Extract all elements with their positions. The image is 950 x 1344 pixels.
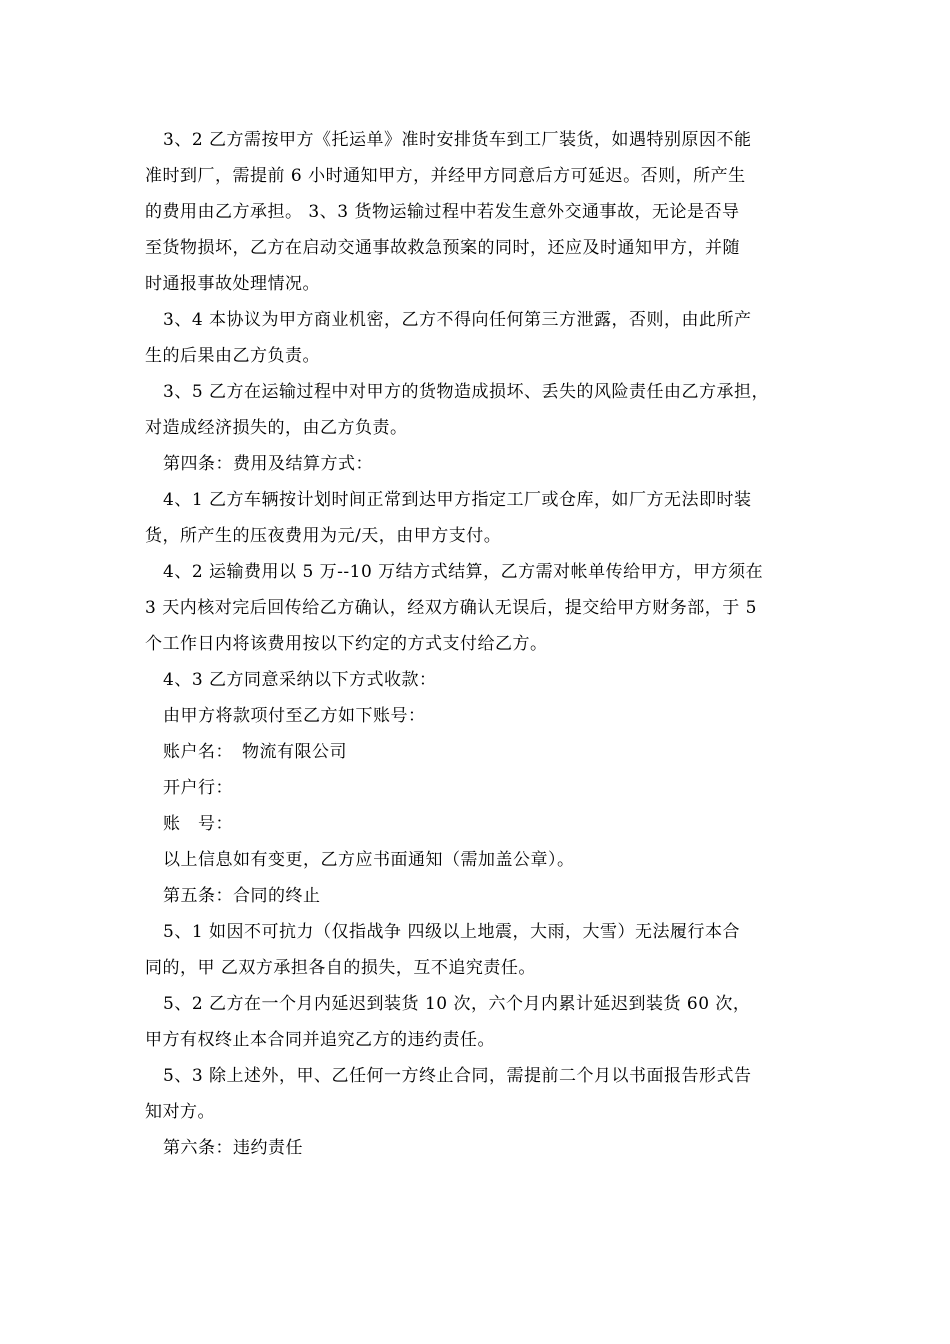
text-line: 3、2 乙方需按甲方《托运单》准时安排货车到工厂装货，如遇特别原因不能 (163, 130, 752, 150)
text-line: 由甲方将款项付至乙方如下账号： (163, 706, 426, 726)
text-line: 货，所产生的压夜费用为元/天，由甲方支付。 (145, 526, 502, 546)
section-heading: 第五条：合同的终止 (163, 886, 321, 906)
text-line: 同的，甲 乙双方承担各自的损失，互不追究责任。 (145, 958, 536, 978)
text-line: 的费用由乙方承担。 3、3 货物运输过程中若发生意外交通事故，无论是否导 (145, 202, 740, 222)
text-line: 个工作日内将该费用按以下约定的方式支付给乙方。 (145, 634, 548, 654)
text-line: 5、3 除上述外，甲、乙任何一方终止合同，需提前二个月以书面报告形式告 (163, 1066, 752, 1086)
text-line: 知对方。 (145, 1102, 215, 1122)
text-line: 时通报事故处理情况。 (145, 274, 320, 294)
account-name-line: 账户名： 物流有限公司 (163, 742, 347, 762)
text-line: 4、2 运输费用以 5 万--10 万结方式结算，乙方需对帐单传给甲方，甲方须在 (163, 562, 764, 582)
text-line: 生的后果由乙方负责。 (145, 346, 320, 366)
text-line: 准时到厂，需提前 6 小时通知甲方，并经甲方同意后方可延迟。否则，所产生 (145, 166, 746, 186)
bank-line: 开户行： (163, 778, 233, 798)
text-line: 以上信息如有变更，乙方应书面通知（需加盖公章）。 (163, 850, 575, 870)
text-line: 4、3 乙方同意采纳以下方式收款： (163, 670, 437, 690)
text-line: 5、2 乙方在一个月内延迟到装货 10 次，六个月内累计延迟到装货 60 次， (163, 994, 751, 1014)
text-line: 5、1 如因不可抗力（仅指战争 四级以上地震，大雨，大雪）无法履行本合 (163, 922, 740, 942)
account-number-line: 账 号： (163, 814, 233, 834)
text-line: 3、4 本协议为甲方商业机密，乙方不得向任何第三方泄露，否则，由此所产 (163, 310, 752, 330)
text-line: 甲方有权终止本合同并追究乙方的违约责任。 (145, 1030, 495, 1050)
text-line: 3、5 乙方在运输过程中对甲方的货物造成损坏、丢失的风险责任由乙方承担， (163, 382, 770, 402)
text-line: 4、1 乙方车辆按计划时间正常到达甲方指定工厂或仓库，如厂方无法即时装 (163, 490, 752, 510)
text-line: 3 天内核对完后回传给乙方确认，经双方确认无误后，提交给甲方财务部，于 5 (145, 598, 757, 618)
text-line: 至货物损坏，乙方在启动交通事故救急预案的同时，还应及时通知甲方，并随 (145, 238, 740, 258)
section-heading: 第四条：费用及结算方式： (163, 454, 373, 474)
text-line: 对造成经济损失的，由乙方负责。 (145, 418, 408, 438)
section-heading: 第六条：违约责任 (163, 1138, 303, 1158)
